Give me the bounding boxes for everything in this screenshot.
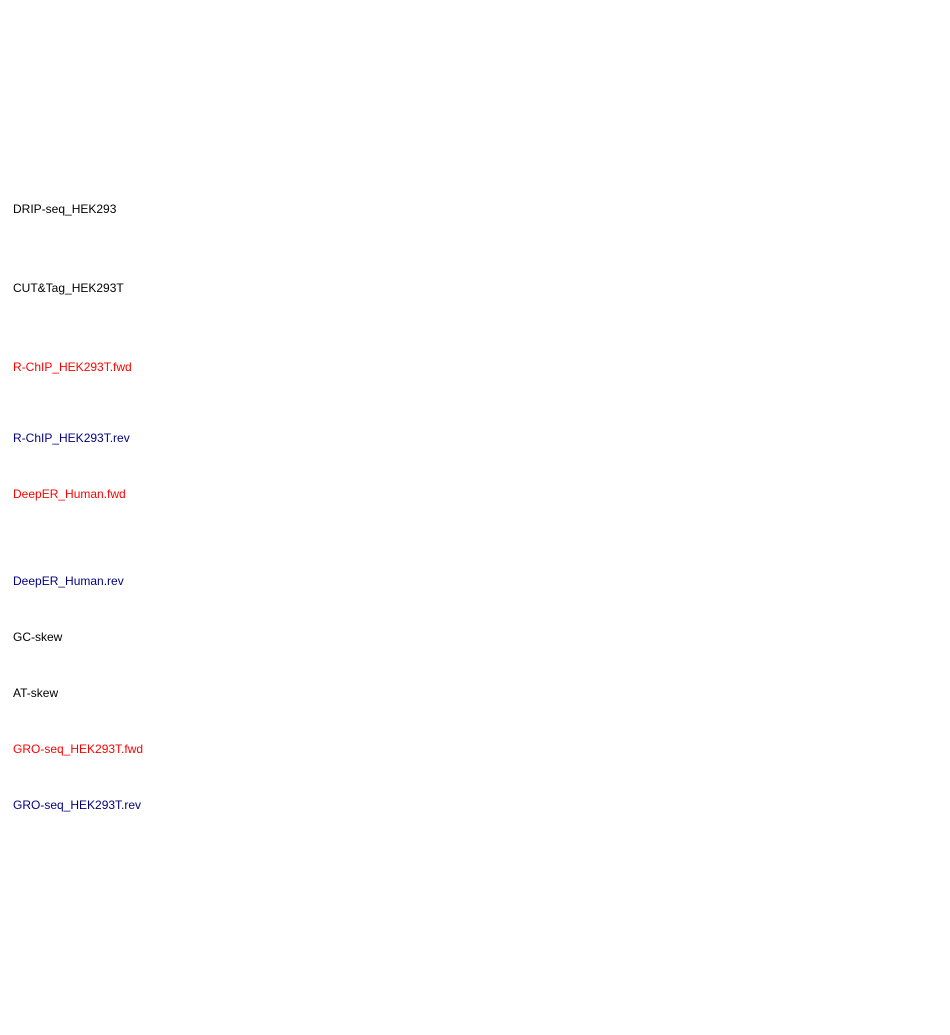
- track-image-area[interactable]: [160, 0, 950, 1035]
- track-label-rchip-rev[interactable]: R-ChIP_HEK293T.rev: [13, 431, 130, 445]
- track-label-drip[interactable]: DRIP-seq_HEK293: [13, 202, 117, 216]
- track-label-gcskew[interactable]: GC-skew: [13, 630, 63, 644]
- track-label-deeper-rev[interactable]: DeepER_Human.rev: [13, 574, 124, 588]
- track-label-cuttag[interactable]: CUT&Tag_HEK293T: [13, 281, 124, 295]
- track-label-panel: [0, 0, 160, 1035]
- track-label-atskew[interactable]: AT-skew: [13, 686, 59, 700]
- track-label-gro-rev[interactable]: GRO-seq_HEK293T.rev: [13, 798, 142, 812]
- track-label-rchip-fwd[interactable]: R-ChIP_HEK293T.fwd: [13, 360, 132, 374]
- track-label-deeper-fwd[interactable]: DeepER_Human.fwd: [13, 487, 126, 501]
- track-label-gro-fwd[interactable]: GRO-seq_HEK293T.fwd: [13, 742, 144, 756]
